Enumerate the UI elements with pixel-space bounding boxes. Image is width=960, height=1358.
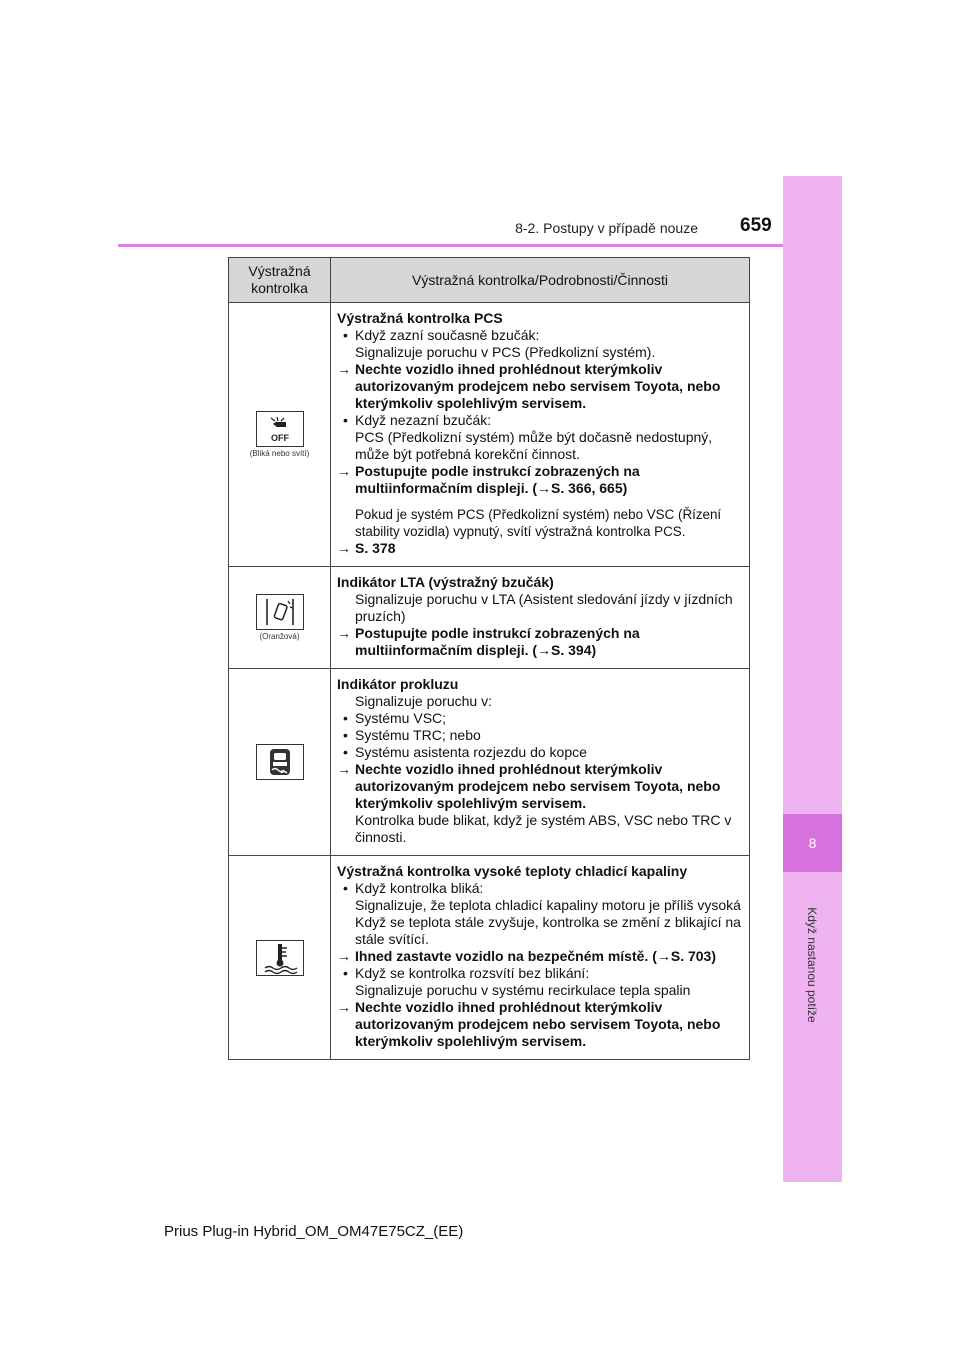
description-text: Kontrolka bude blikat, když je systém ABS, VSC nebo TRC v činnosti. [355,812,732,845]
warning-lights-table [228,257,750,1060]
condition-text: • Když kontrolka bliká: [337,880,743,897]
description-text: Signalizuje poruchu v systému recirkulace tepla spalin [355,982,691,998]
table-row [229,303,750,567]
description-cell [331,567,750,669]
action-text: → Nechte vozidlo ihned prohlédnout kterýmkoliv autorizovaným prodejcem nebo servisem Toyota, nebo kterýmkoliv spolehlivým servisem. [337,999,743,1050]
chapter-side-tab [783,176,842,1182]
table-row [229,669,750,856]
condition-text: • Když se kontrolka rozsvítí bez blikání: [337,965,743,982]
slip-indicator-icon [256,744,304,780]
coolant-temperature-icon [256,940,304,976]
footer-document-id: Prius Plug-in Hybrid_OM_OM47E75CZ_(EE) [164,1223,464,1240]
description-cell [331,856,750,1060]
header-divider [118,244,783,247]
row-title: Indikátor prokluzu [337,676,459,692]
column-header-icon: Výstražná kontrolka [229,258,331,303]
action-text: → Nechte vozidlo ihned prohlédnout kterýmkoliv autorizovaným prodejcem nebo servisem Toyota, nebo kterýmkoliv spolehlivým servisem. [337,361,743,412]
column-header-description: Výstražná kontrolka/Podrobnosti/Činnosti [331,258,750,303]
icon-cell [229,567,331,669]
description-text: PCS (Předkolizní systém) může být dočasně nedostupný, může být potřebná korekční činnost. [355,429,713,462]
chapter-title: Když nastanou potíže [805,907,819,1023]
icon-cell [229,856,331,1060]
svg-text:OFF: OFF [270,433,289,443]
icon-caption: (Bliká nebo svítí) [249,449,310,458]
icon-cell [229,669,331,856]
row-title: Výstražná kontrolka PCS [337,310,503,326]
description-text: Signalizuje poruchu v LTA (Asistent sledování jízdy v jízdních pruzích) [355,591,733,624]
table-header-row [229,258,750,303]
action-text: → Ihned zastavte vozidlo na bezpečném místě. (→S. 703) [337,948,743,965]
header-section-title: 8-2. Postupy v případě nouze [515,220,698,236]
row-title: Výstražná kontrolka vysoké teploty chladicí kapaliny [337,863,688,879]
table-row [229,856,750,1060]
icon-cell [229,303,331,567]
list-item: • Systému VSC; [337,710,743,727]
chapter-number: 8 [783,814,842,872]
page-number: 659 [740,215,772,236]
description-text: Když se teplota stále zvyšuje, kontrolka se změní z blikající na stále svítící. [355,914,741,947]
action-link-text: → S. 378 [337,540,743,557]
icon-caption: (Oranžová) [259,632,300,641]
description-text: Signalizuje poruchu v PCS (Předkolizní systém). [355,344,656,360]
lta-icon [256,594,304,630]
table-row [229,567,750,669]
pcs-off-icon [256,411,304,447]
description-cell [331,669,750,856]
description-text: Signalizuje, že teplota chladicí kapaliny motoru je příliš vysoká [355,897,741,913]
action-text: → Nechte vozidlo ihned prohlédnout kterýmkoliv autorizovaným prodejcem nebo servisem Toyota, nebo kterýmkoliv spolehlivým servisem. [337,761,743,812]
description-text: Signalizuje poruchu v: [355,693,492,709]
condition-text: • Když zazní současně bzučák: [337,327,743,344]
action-text: → Postupujte podle instrukcí zobrazených na multiinformačním displeji. (→S. 394) [337,625,743,659]
action-text: → Postupujte podle instrukcí zobrazených na multiinformačním displeji. (→S. 366, 665) [337,463,743,497]
row-title: Indikátor LTA (výstražný bzučák) [337,574,554,590]
note-text: Pokud je systém PCS (Předkolizní systém) nebo VSC (Řízení stability vozidla) vypnutý, svítí výstražná kontrolka PCS. [355,507,722,539]
description-cell [331,303,750,567]
list-item: • Systému asistenta rozjezdu do kopce [337,744,743,761]
list-item: • Systému TRC; nebo [337,727,743,744]
condition-text: • Když nezazní bzučák: [337,412,743,429]
